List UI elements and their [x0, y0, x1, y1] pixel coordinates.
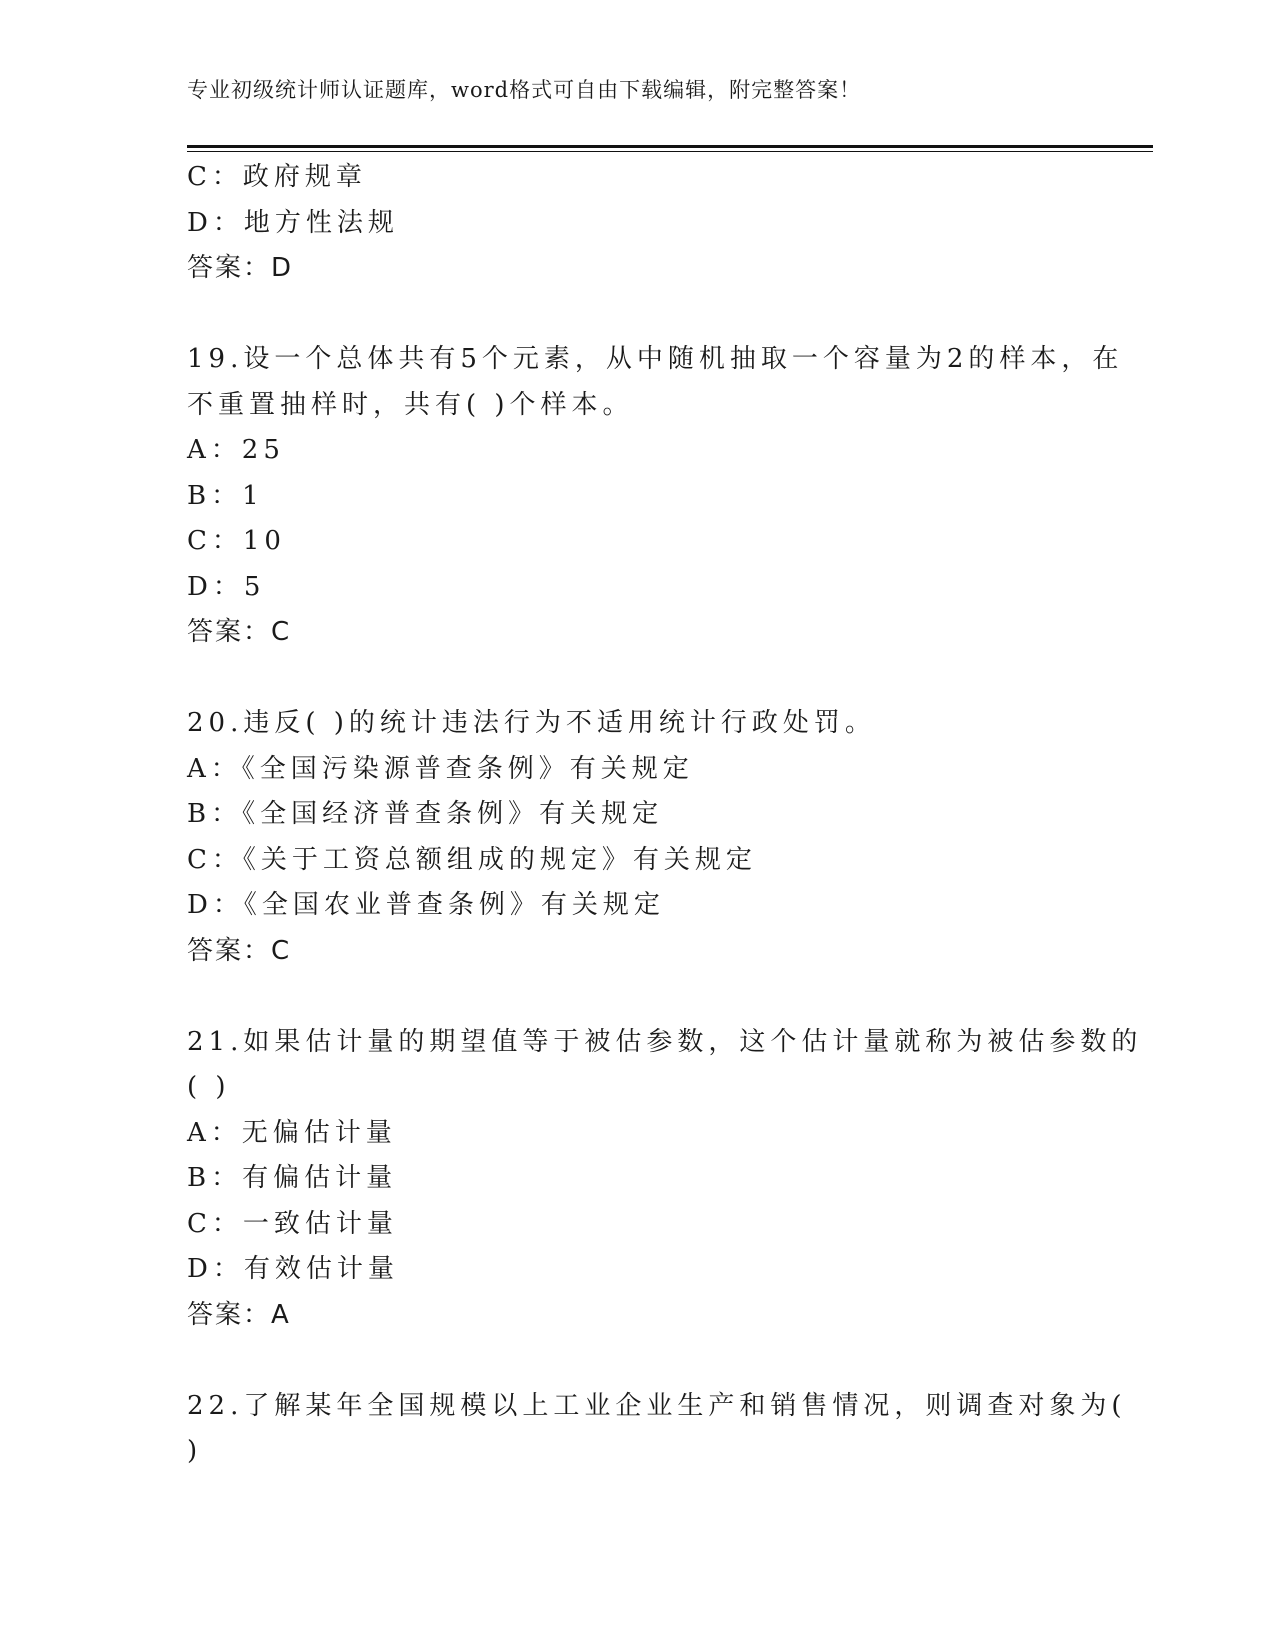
question-22-text-cont: ) [187, 1436, 203, 1466]
header-rule-thin [187, 151, 1153, 152]
question-20-option-b: B：《全国经济普查条例》有关规定 [187, 799, 664, 829]
page-header: 专业初级统计师认证题库，word格式可自由下载编辑，附完整答案！ [187, 78, 862, 102]
question-21-option-b: B：有偏估计量 [187, 1163, 398, 1193]
spacer [187, 292, 1087, 338]
question-20-answer: 答案：C [187, 935, 292, 966]
spacer [187, 656, 1087, 702]
question-19-option-b: B：1 [187, 480, 264, 511]
question-body [187, 155, 1143, 1475]
question-20-option-c: C：《关于工资总额组成的规定》有关规定 [187, 844, 757, 875]
question-19-text: 19.设一个总体共有5个元素，从中随机抽取一个容量为2的样本，在 [187, 344, 1124, 374]
question-21-option-c: C：一致估计量 [187, 1208, 398, 1239]
question-19-option-d: D：5 [187, 571, 266, 602]
question-19-option-c: C：10 [187, 526, 286, 556]
question-19-option-a: A：25 [187, 435, 285, 465]
answer: 答案：D [187, 253, 294, 283]
question-20-text: 20.违反( )的统计违法行为不适用统计行政处罚。 [187, 708, 876, 738]
question-22-text: 22.了解某年全国规模以上工业企业生产和销售情况，则调查对象为( [187, 1390, 1127, 1421]
question-19-answer: 答案：C [187, 617, 292, 647]
option-c: C：政府规章 [187, 162, 367, 192]
question-21-answer: 答案：A [187, 1299, 291, 1330]
option-d: D：地方性法规 [187, 207, 399, 238]
header-rule-thick [187, 145, 1153, 148]
question-21-text-cont: ( ) [187, 1072, 231, 1102]
question-21-option-a: A：无偏估计量 [187, 1117, 397, 1148]
question-21-text: 21.如果估计量的期望值等于被估参数，这个估计量就称为被估参数的 [187, 1026, 1143, 1057]
question-19-text-cont: 不重置抽样时，共有( )个样本。 [187, 389, 634, 420]
spacer [187, 974, 1087, 1020]
spacer [187, 1338, 1087, 1384]
question-20-option-a: A：《全国污染源普查条例》有关规定 [187, 753, 694, 784]
question-20-option-d: D：《全国农业普查条例》有关规定 [187, 890, 665, 920]
question-21-option-d: D：有效估计量 [187, 1254, 399, 1284]
